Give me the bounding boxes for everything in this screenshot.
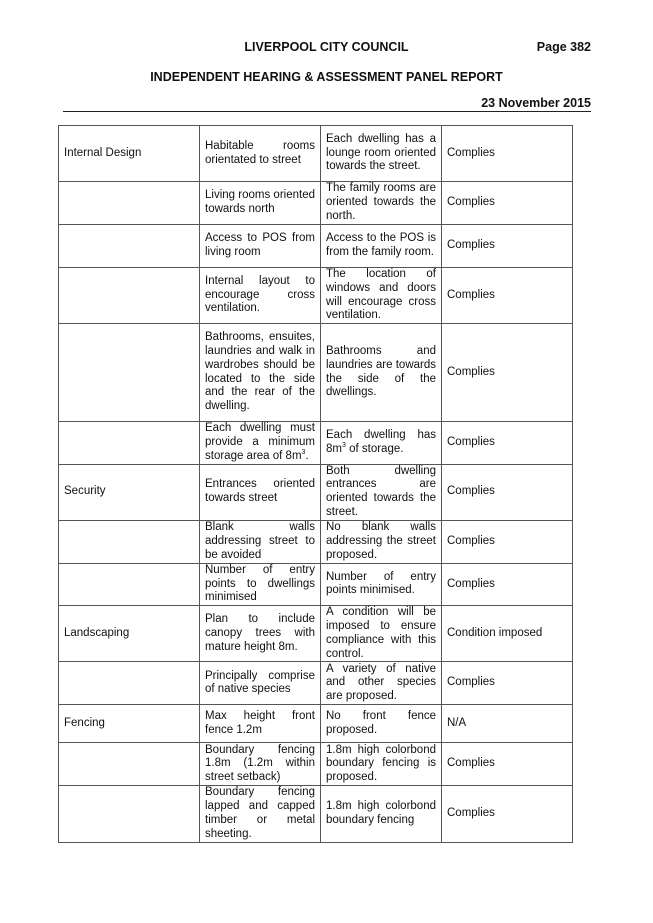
table-row <box>59 743 573 786</box>
status-cell: Complies <box>442 662 573 705</box>
status-cell: Complies <box>442 182 573 225</box>
element-cell: Landscaping <box>59 606 200 662</box>
proposal-cell: A variety of native and other species are proposed. <box>321 662 442 705</box>
element-cell <box>59 520 200 563</box>
table-row <box>59 606 573 662</box>
proposal-cell: The location of windows and doors will encourage cross ventilation. <box>321 268 442 324</box>
element-cell <box>59 182 200 225</box>
control-cell: Max height front fence 1.2m <box>200 705 321 743</box>
status-cell: Complies <box>442 126 573 182</box>
superscript: 3 <box>301 448 306 456</box>
element-cell <box>59 662 200 705</box>
table-row <box>59 268 573 324</box>
proposal-cell: 1.8m high colorbond boundary fencing is proposed. <box>321 743 442 786</box>
proposal-cell: Number of entry points minimised. <box>321 563 442 605</box>
control-cell: Bathrooms, ensuites, laundries and walk in wardrobes should be located to the side and the rear of the dwelling. <box>200 324 321 422</box>
table-row <box>59 324 573 422</box>
element-cell: Internal Design <box>59 126 200 182</box>
control-cell: Blank walls addressing street to be avoided <box>200 520 321 563</box>
status-cell: Complies <box>442 464 573 520</box>
control-cell: Boundary fencing lapped and capped timber or metal sheeting. <box>200 786 321 842</box>
element-cell: Fencing <box>59 705 200 743</box>
table-row <box>59 705 573 743</box>
control-suffix: . <box>305 449 309 462</box>
proposal-cell: Each dwelling has a lounge room oriented towards the street. <box>321 126 442 182</box>
element-cell <box>59 422 200 464</box>
control-cell: Entrances oriented towards street <box>200 464 321 520</box>
council-name: LIVERPOOL CITY COUNCIL <box>244 40 409 54</box>
control-cell: Principally comprise of native species <box>200 662 321 705</box>
control-cell <box>200 422 321 464</box>
superscript: 3 <box>341 442 346 450</box>
report-title: INDEPENDENT HEARING & ASSESSMENT PANEL REPORT <box>150 70 503 84</box>
element-cell <box>59 563 200 605</box>
table-row <box>59 520 573 563</box>
proposal-cell: A condition will be imposed to ensure compliance with this control. <box>321 606 442 662</box>
status-cell: N/A <box>442 705 573 743</box>
control-cell: Habitable rooms orientated to street <box>200 126 321 182</box>
proposal-cell: No blank walls addressing the street proposed. <box>321 520 442 563</box>
status-cell: Complies <box>442 422 573 464</box>
table-row <box>59 662 573 705</box>
status-cell: Complies <box>442 563 573 605</box>
proposal-text: Each dwelling has 8m <box>326 429 436 455</box>
control-cell: Plan to include canopy trees with mature height 8m. <box>200 606 321 662</box>
control-cell: Internal layout to encourage cross ventilation. <box>200 268 321 324</box>
control-cell: Access to POS from living room <box>200 225 321 268</box>
proposal-cell: Bathrooms and laundries are towards the side of the dwellings. <box>321 324 442 422</box>
control-cell: Boundary fencing 1.8m (1.2m within street setback) <box>200 743 321 786</box>
table-row <box>59 786 573 842</box>
assessment-table-body <box>59 126 573 843</box>
table-row <box>59 182 573 225</box>
element-cell: Security <box>59 464 200 520</box>
table-row <box>59 422 573 464</box>
proposal-cell: Both dwelling entrances are oriented towards the street. <box>321 464 442 520</box>
element-cell <box>59 786 200 842</box>
table-row <box>59 464 573 520</box>
assessment-table <box>58 125 573 843</box>
report-date: 23 November 2015 <box>481 96 591 110</box>
element-cell <box>59 225 200 268</box>
proposal-cell: The family rooms are oriented towards the north. <box>321 182 442 225</box>
status-cell: Complies <box>442 786 573 842</box>
table-row <box>59 126 573 182</box>
element-cell <box>59 268 200 324</box>
table-row <box>59 563 573 605</box>
element-cell <box>59 324 200 422</box>
proposal-cell: Access to the POS is from the family room. <box>321 225 442 268</box>
proposal-suffix: of storage. <box>345 442 404 455</box>
proposal-cell: No front fence proposed. <box>321 705 442 743</box>
control-cell: Living rooms oriented towards north <box>200 182 321 225</box>
status-cell: Complies <box>442 324 573 422</box>
control-text: Each dwelling must provide a minimum storage area of 8m <box>205 422 315 462</box>
status-cell: Condition imposed <box>442 606 573 662</box>
control-cell: Number of entry points to dwellings minimised <box>200 563 321 605</box>
proposal-cell <box>321 422 442 464</box>
header-divider <box>63 111 591 112</box>
page-number: Page 382 <box>536 40 591 54</box>
proposal-cell: 1.8m high colorbond boundary fencing <box>321 786 442 842</box>
status-cell: Complies <box>442 225 573 268</box>
status-cell: Complies <box>442 520 573 563</box>
status-cell: Complies <box>442 743 573 786</box>
element-cell <box>59 743 200 786</box>
status-cell: Complies <box>442 268 573 324</box>
table-row <box>59 225 573 268</box>
